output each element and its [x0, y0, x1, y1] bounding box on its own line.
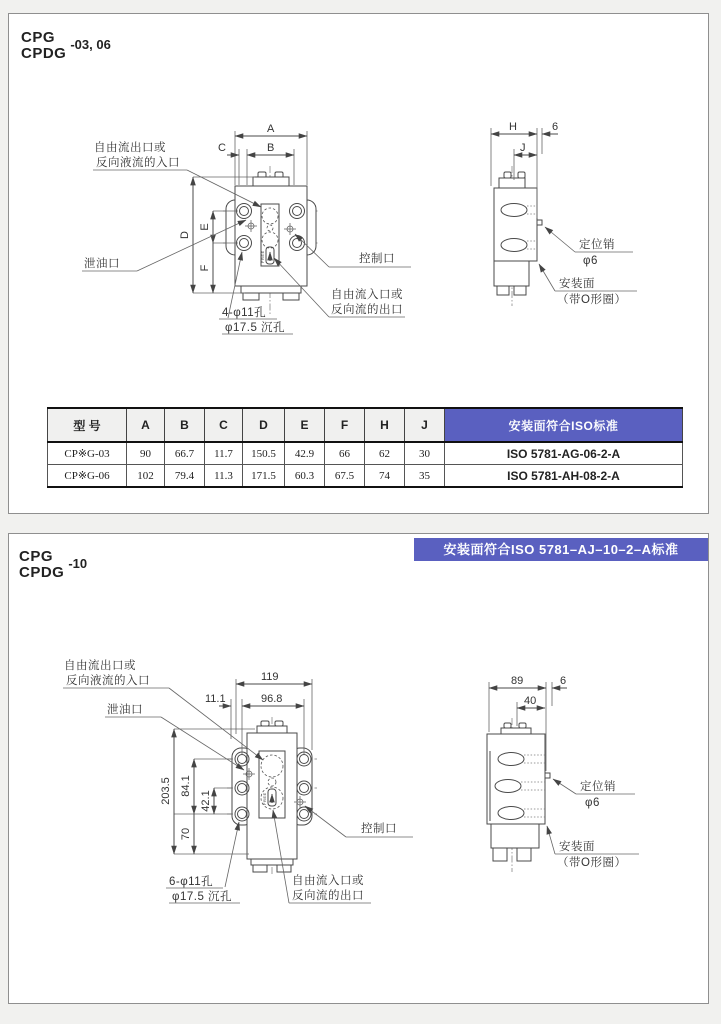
label-mounting-face-2: （带O形圈）: [557, 857, 627, 869]
label-free-flow-inlet-1: 自由流入口或: [292, 875, 364, 887]
model-name-cpg: CPG: [19, 548, 54, 565]
foot-left: [253, 865, 267, 872]
dim-96-8: 96.8: [261, 693, 283, 705]
label-drain-port: 泄油口: [107, 704, 143, 716]
foot-right: [283, 293, 299, 300]
table-header-D: D: [243, 408, 285, 442]
spool-window: [259, 751, 285, 818]
dim-11-1: 11.1: [205, 693, 226, 705]
dim-C: C: [218, 142, 226, 154]
side-foot: [517, 848, 531, 861]
side-port: [501, 204, 527, 217]
dim-A: A: [267, 123, 275, 135]
label-control-port: 控制口: [359, 253, 395, 265]
panel-cpg-03-06: [8, 13, 709, 514]
cell-iso: ISO 5781-AH-08-2-A: [445, 465, 683, 488]
label-free-flow-inlet-1: 自由流入口或: [331, 289, 403, 301]
model-sizes: -10: [68, 556, 88, 571]
front-view-top: [223, 166, 319, 314]
cell-B: 79.4: [165, 465, 205, 488]
cell-E: 60.3: [285, 465, 325, 488]
iso-standard-banner: 安装面符合ISO 5781–AJ–10–2–A标准: [414, 538, 708, 561]
table-header-E: E: [285, 408, 325, 442]
dim-70: 70: [180, 827, 192, 841]
cell-A: 90: [127, 442, 165, 465]
label-mounting-face-1: 安装面: [559, 841, 595, 853]
dim-119: 119: [261, 671, 279, 683]
cell-E: 42.9: [285, 442, 325, 465]
table-header-row: [48, 408, 683, 442]
free-marking: FREE: [260, 250, 265, 263]
side-port: [498, 807, 524, 820]
label-free-flow-outlet-2: 反向液流的入口: [96, 157, 180, 169]
label-drain-port: 泄油口: [84, 258, 120, 270]
locating-pin: [545, 773, 550, 778]
drawing-top: [9, 14, 708, 404]
table-row: [48, 465, 683, 488]
label-mounting-face-1: 安装面: [559, 278, 595, 290]
dim-6: 6: [552, 121, 559, 133]
side-view-top: [491, 121, 637, 306]
foot-right: [277, 865, 291, 872]
table-header-iso: 安装面符合ISO标准: [445, 408, 683, 442]
dim-E: E: [199, 223, 211, 231]
dim-40: 40: [524, 695, 537, 707]
dim-203-5: 203.5: [160, 777, 172, 805]
model-name-cpdg: CPDG: [21, 45, 67, 62]
label-mounting-face-2: （带O形圈）: [557, 294, 627, 306]
label-free-flow-outlet-1: 自由流出口或: [64, 660, 136, 672]
label-locating-pin-1: 定位销: [579, 239, 615, 251]
cell-C: 11.7: [205, 442, 243, 465]
label-mounting-holes-1: 4-φ11孔: [222, 307, 267, 319]
label-control-port: 控制口: [361, 823, 397, 835]
dim-42-1: 42.1: [200, 790, 212, 812]
dim-H: H: [509, 121, 517, 133]
label-locating-pin-1: 定位销: [580, 781, 616, 793]
table-header-B: B: [165, 408, 205, 442]
dim-D: D: [179, 231, 191, 239]
label-free-flow-outlet-2: 反向液流的入口: [66, 675, 150, 687]
table-header-J: J: [405, 408, 445, 442]
table-header-H: H: [365, 408, 405, 442]
cell-H: 62: [365, 442, 405, 465]
table-header-model: 型 号: [48, 408, 127, 442]
table-row: [48, 442, 683, 465]
side-port: [501, 239, 527, 252]
panel-cpg-10: [8, 533, 709, 1004]
front-view-bottom: [227, 717, 317, 876]
side-foot: [493, 848, 507, 861]
dim-89: 89: [511, 675, 524, 687]
dim-84-1: 84.1: [180, 775, 192, 797]
locating-pin: [537, 220, 542, 225]
table-header-A: A: [127, 408, 165, 442]
dim-B: B: [267, 142, 275, 154]
side-port: [495, 780, 521, 793]
cell-A: 102: [127, 465, 165, 488]
top-cap: [253, 177, 289, 186]
spec-table: [47, 407, 683, 488]
cell-B: 66.7: [165, 442, 205, 465]
cell-H: 74: [365, 465, 405, 488]
cell-F: 66: [325, 442, 365, 465]
side-cap: [499, 178, 525, 188]
cell-C: 11.3: [205, 465, 243, 488]
foot-left: [243, 293, 259, 300]
dim-J: J: [520, 142, 526, 154]
cell-D: 150.5: [243, 442, 285, 465]
free-marking: FREE: [262, 792, 267, 805]
label-mounting-holes-2: φ17.5 沉孔: [225, 322, 286, 334]
cell-F: 67.5: [325, 465, 365, 488]
drawing-bottom: [9, 534, 708, 1003]
side-port: [498, 753, 524, 766]
dim-6: 6: [560, 675, 567, 687]
model-name-cpdg: CPDG: [19, 564, 65, 581]
cell-J: 35: [405, 465, 445, 488]
model-name-cpg: CPG: [21, 29, 56, 46]
cell-model: CP※G-03: [48, 442, 127, 465]
cell-J: 30: [405, 442, 445, 465]
model-sizes: -03, 06: [70, 37, 111, 52]
cell-model: CP※G-06: [48, 465, 127, 488]
cell-D: 171.5: [243, 465, 285, 488]
side-foot: [514, 286, 526, 295]
label-locating-pin-2: φ6: [585, 797, 600, 809]
top-cap: [257, 726, 287, 733]
table-header-F: F: [325, 408, 365, 442]
dim-F: F: [199, 264, 211, 272]
cell-iso: ISO 5781-AG-06-2-A: [445, 442, 683, 465]
label-free-flow-inlet-2: 反向流的出口: [292, 890, 364, 902]
label-mounting-holes-2: φ17.5 沉孔: [172, 891, 233, 903]
side-view-bottom: [487, 675, 639, 872]
label-locating-pin-2: φ6: [583, 255, 598, 267]
side-foot: [497, 286, 509, 295]
label-mounting-holes-1: 6-φ11孔: [169, 876, 214, 888]
table-header-C: C: [205, 408, 243, 442]
label-free-flow-outlet-1: 自由流出口或: [94, 142, 166, 154]
label-free-flow-inlet-2: 反向流的出口: [331, 304, 403, 316]
